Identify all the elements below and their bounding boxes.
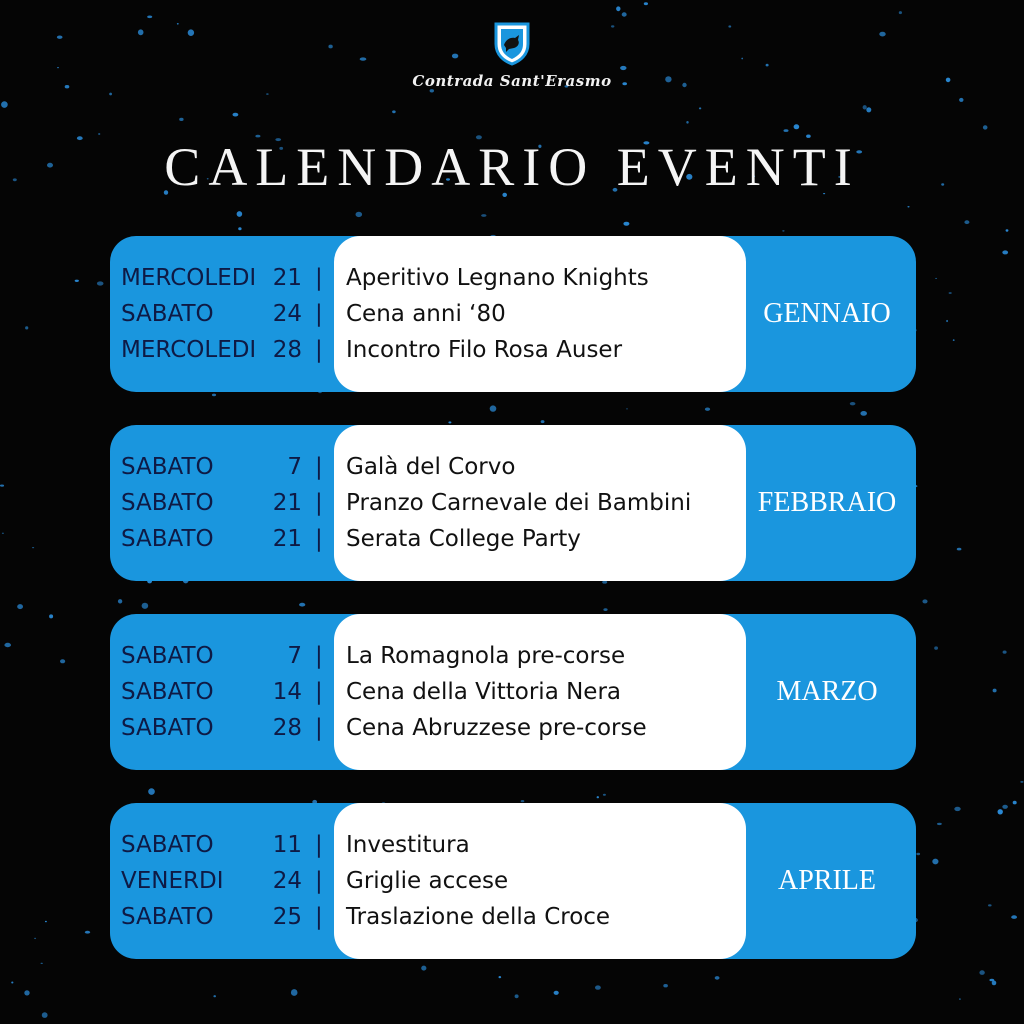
confetti-speck	[448, 421, 451, 423]
confetti-speck	[97, 281, 104, 285]
event-title: Aperitivo Legnano Knights	[346, 265, 649, 291]
confetti-speck	[863, 105, 867, 109]
confetti-speck	[907, 206, 909, 207]
event-date: 28	[272, 715, 302, 741]
event-date: 25	[272, 904, 302, 930]
confetti-speck	[782, 230, 784, 231]
event-date: 14	[272, 679, 302, 705]
confetti-speck	[1002, 250, 1008, 254]
confetti-speck	[2, 533, 4, 534]
event-date: 21	[272, 490, 302, 516]
confetti-speck	[212, 394, 216, 397]
confetti-speck	[850, 402, 856, 405]
event-separator: |	[315, 265, 323, 291]
confetti-speck	[922, 599, 927, 603]
confetti-speck	[954, 807, 960, 811]
event-day: SABATO	[121, 832, 214, 858]
logo	[0, 22, 1024, 90]
shield-crow-icon	[494, 22, 530, 66]
confetti-speck	[481, 214, 486, 217]
confetti-speck	[1006, 229, 1009, 231]
event-separator: |	[315, 904, 323, 930]
event-day: SABATO	[121, 490, 214, 516]
confetti-speck	[993, 689, 997, 693]
confetti-speck	[521, 800, 525, 802]
event-day: VENERDI	[121, 868, 224, 894]
event-date: 7	[287, 643, 302, 669]
event-title: Cena Abruzzese pre-corse	[346, 715, 647, 741]
confetti-speck	[233, 113, 239, 117]
confetti-speck	[1020, 781, 1023, 783]
confetti-speck	[24, 990, 29, 995]
event-date: 28	[272, 337, 302, 363]
confetti-speck	[949, 292, 952, 294]
event-separator: |	[315, 715, 323, 741]
confetti-speck	[998, 809, 1003, 814]
confetti-speck	[988, 904, 992, 906]
month-label: APRILE	[778, 865, 876, 896]
confetti-speck	[41, 963, 43, 964]
confetti-speck	[686, 121, 688, 124]
confetti-speck	[860, 411, 867, 416]
event-separator: |	[315, 526, 323, 552]
confetti-speck	[623, 222, 629, 226]
confetti-speck	[595, 985, 601, 989]
event-title: Galà del Corvo	[346, 454, 516, 480]
confetti-speck	[983, 125, 988, 129]
event-day: SABATO	[121, 454, 214, 480]
confetti-speck	[603, 608, 607, 611]
confetti-speck	[356, 212, 363, 217]
confetti-speck	[49, 614, 53, 618]
event-separator: |	[315, 832, 323, 858]
event-separator: |	[315, 301, 323, 327]
confetti-speck	[866, 107, 871, 112]
event-separator: |	[315, 454, 323, 480]
confetti-speck	[142, 603, 149, 609]
confetti-speck	[11, 982, 13, 984]
event-date: 24	[272, 301, 302, 327]
confetti-speck	[179, 118, 183, 121]
confetti-speck	[946, 320, 948, 322]
confetti-speck	[25, 326, 28, 329]
brand-name: Contrada Sant'Erasmo	[412, 72, 612, 90]
confetti-speck	[490, 405, 497, 411]
confetti-speck	[499, 976, 502, 978]
confetti-speck	[934, 646, 938, 649]
event-title: Cena della Vittoria Nera	[346, 679, 622, 705]
confetti-speck	[237, 211, 243, 217]
event-separator: |	[315, 868, 323, 894]
event-title: Traslazione della Croce	[346, 904, 611, 930]
confetti-speck	[784, 129, 789, 132]
confetti-speck	[705, 408, 710, 411]
confetti-speck	[75, 280, 79, 282]
month-label: GENNAIO	[763, 298, 891, 329]
event-date: 21	[272, 526, 302, 552]
event-date: 24	[272, 868, 302, 894]
confetti-speck	[935, 278, 937, 279]
event-date: 11	[272, 832, 302, 858]
event-title: La Romagnola pre-corse	[346, 643, 626, 669]
event-day: SABATO	[121, 301, 214, 327]
event-separator: |	[315, 643, 323, 669]
confetti-speck	[118, 599, 122, 603]
month-label: FEBBRAIO	[757, 487, 897, 518]
event-separator: |	[315, 337, 323, 363]
confetti-speck	[603, 794, 606, 796]
confetti-speck	[45, 921, 47, 923]
confetti-speck	[541, 420, 545, 423]
confetti-speck	[794, 124, 800, 129]
confetti-speck	[602, 581, 607, 584]
confetti-speck	[554, 991, 559, 995]
event-day: MERCOLEDI	[121, 265, 257, 291]
confetti-speck	[32, 547, 34, 548]
confetti-speck	[616, 6, 620, 11]
confetti-speck	[0, 485, 4, 487]
event-day: SABATO	[121, 715, 214, 741]
confetti-speck	[148, 788, 155, 795]
confetti-speck	[60, 659, 65, 663]
confetti-speck	[937, 823, 942, 825]
confetti-speck	[34, 938, 36, 939]
event-date: 21	[272, 265, 302, 291]
confetti-speck	[899, 11, 902, 14]
confetti-speck	[957, 548, 962, 551]
confetti-speck	[964, 220, 969, 224]
confetti-speck	[238, 227, 241, 230]
page-title: CALENDARIO EVENTI	[164, 137, 860, 197]
event-date: 7	[287, 454, 302, 480]
event-day: SABATO	[121, 679, 214, 705]
confetti-speck	[299, 603, 305, 607]
event-title: Pranzo Carnevale dei Bambini	[346, 490, 692, 516]
event-day: MERCOLEDI	[121, 337, 257, 363]
confetti-speck	[597, 796, 599, 798]
confetti-speck	[1003, 651, 1007, 654]
confetti-speck	[932, 859, 938, 865]
event-title: Cena anni ‘80	[346, 301, 506, 327]
confetti-speck	[1002, 805, 1008, 809]
event-day: SABATO	[121, 643, 214, 669]
confetti-speck	[622, 12, 627, 16]
event-title: Serata College Party	[346, 526, 581, 552]
month-label: MARZO	[776, 676, 878, 707]
confetti-speck	[98, 133, 100, 134]
event-day: SABATO	[121, 904, 214, 930]
confetti-speck	[644, 2, 648, 5]
confetti-speck	[959, 98, 963, 102]
confetti-speck	[1, 101, 8, 108]
confetti-speck	[266, 93, 269, 94]
month-card-aprile	[110, 803, 916, 959]
confetti-speck	[953, 339, 955, 341]
confetti-speck	[42, 1012, 48, 1018]
confetti-speck	[1011, 915, 1017, 919]
confetti-speck	[663, 984, 668, 987]
confetti-speck	[291, 989, 298, 996]
event-separator: |	[315, 679, 323, 705]
confetti-speck	[109, 93, 112, 96]
event-title: Incontro Filo Rosa Auser	[346, 337, 623, 363]
month-card-marzo	[110, 614, 916, 770]
confetti-speck	[1013, 801, 1017, 805]
month-card-febbraio	[110, 425, 916, 581]
confetti-speck	[4, 643, 11, 647]
confetti-speck	[626, 408, 628, 409]
event-title: Griglie accese	[346, 868, 509, 894]
event-title: Investitura	[346, 832, 470, 858]
confetti-speck	[213, 995, 216, 997]
confetti-speck	[916, 853, 920, 855]
event-day: SABATO	[121, 526, 214, 552]
confetti-speck	[959, 998, 961, 999]
confetti-speck	[989, 979, 994, 982]
confetti-speck	[421, 966, 426, 971]
confetti-speck	[85, 931, 90, 934]
confetti-speck	[147, 15, 152, 18]
month-card-gennaio	[110, 236, 916, 392]
confetti-speck	[699, 107, 701, 109]
event-separator: |	[315, 490, 323, 516]
confetti-speck	[515, 994, 519, 998]
confetti-speck	[392, 110, 396, 113]
confetti-speck	[17, 604, 23, 609]
confetti-speck	[979, 970, 984, 975]
confetti-speck	[715, 976, 720, 980]
